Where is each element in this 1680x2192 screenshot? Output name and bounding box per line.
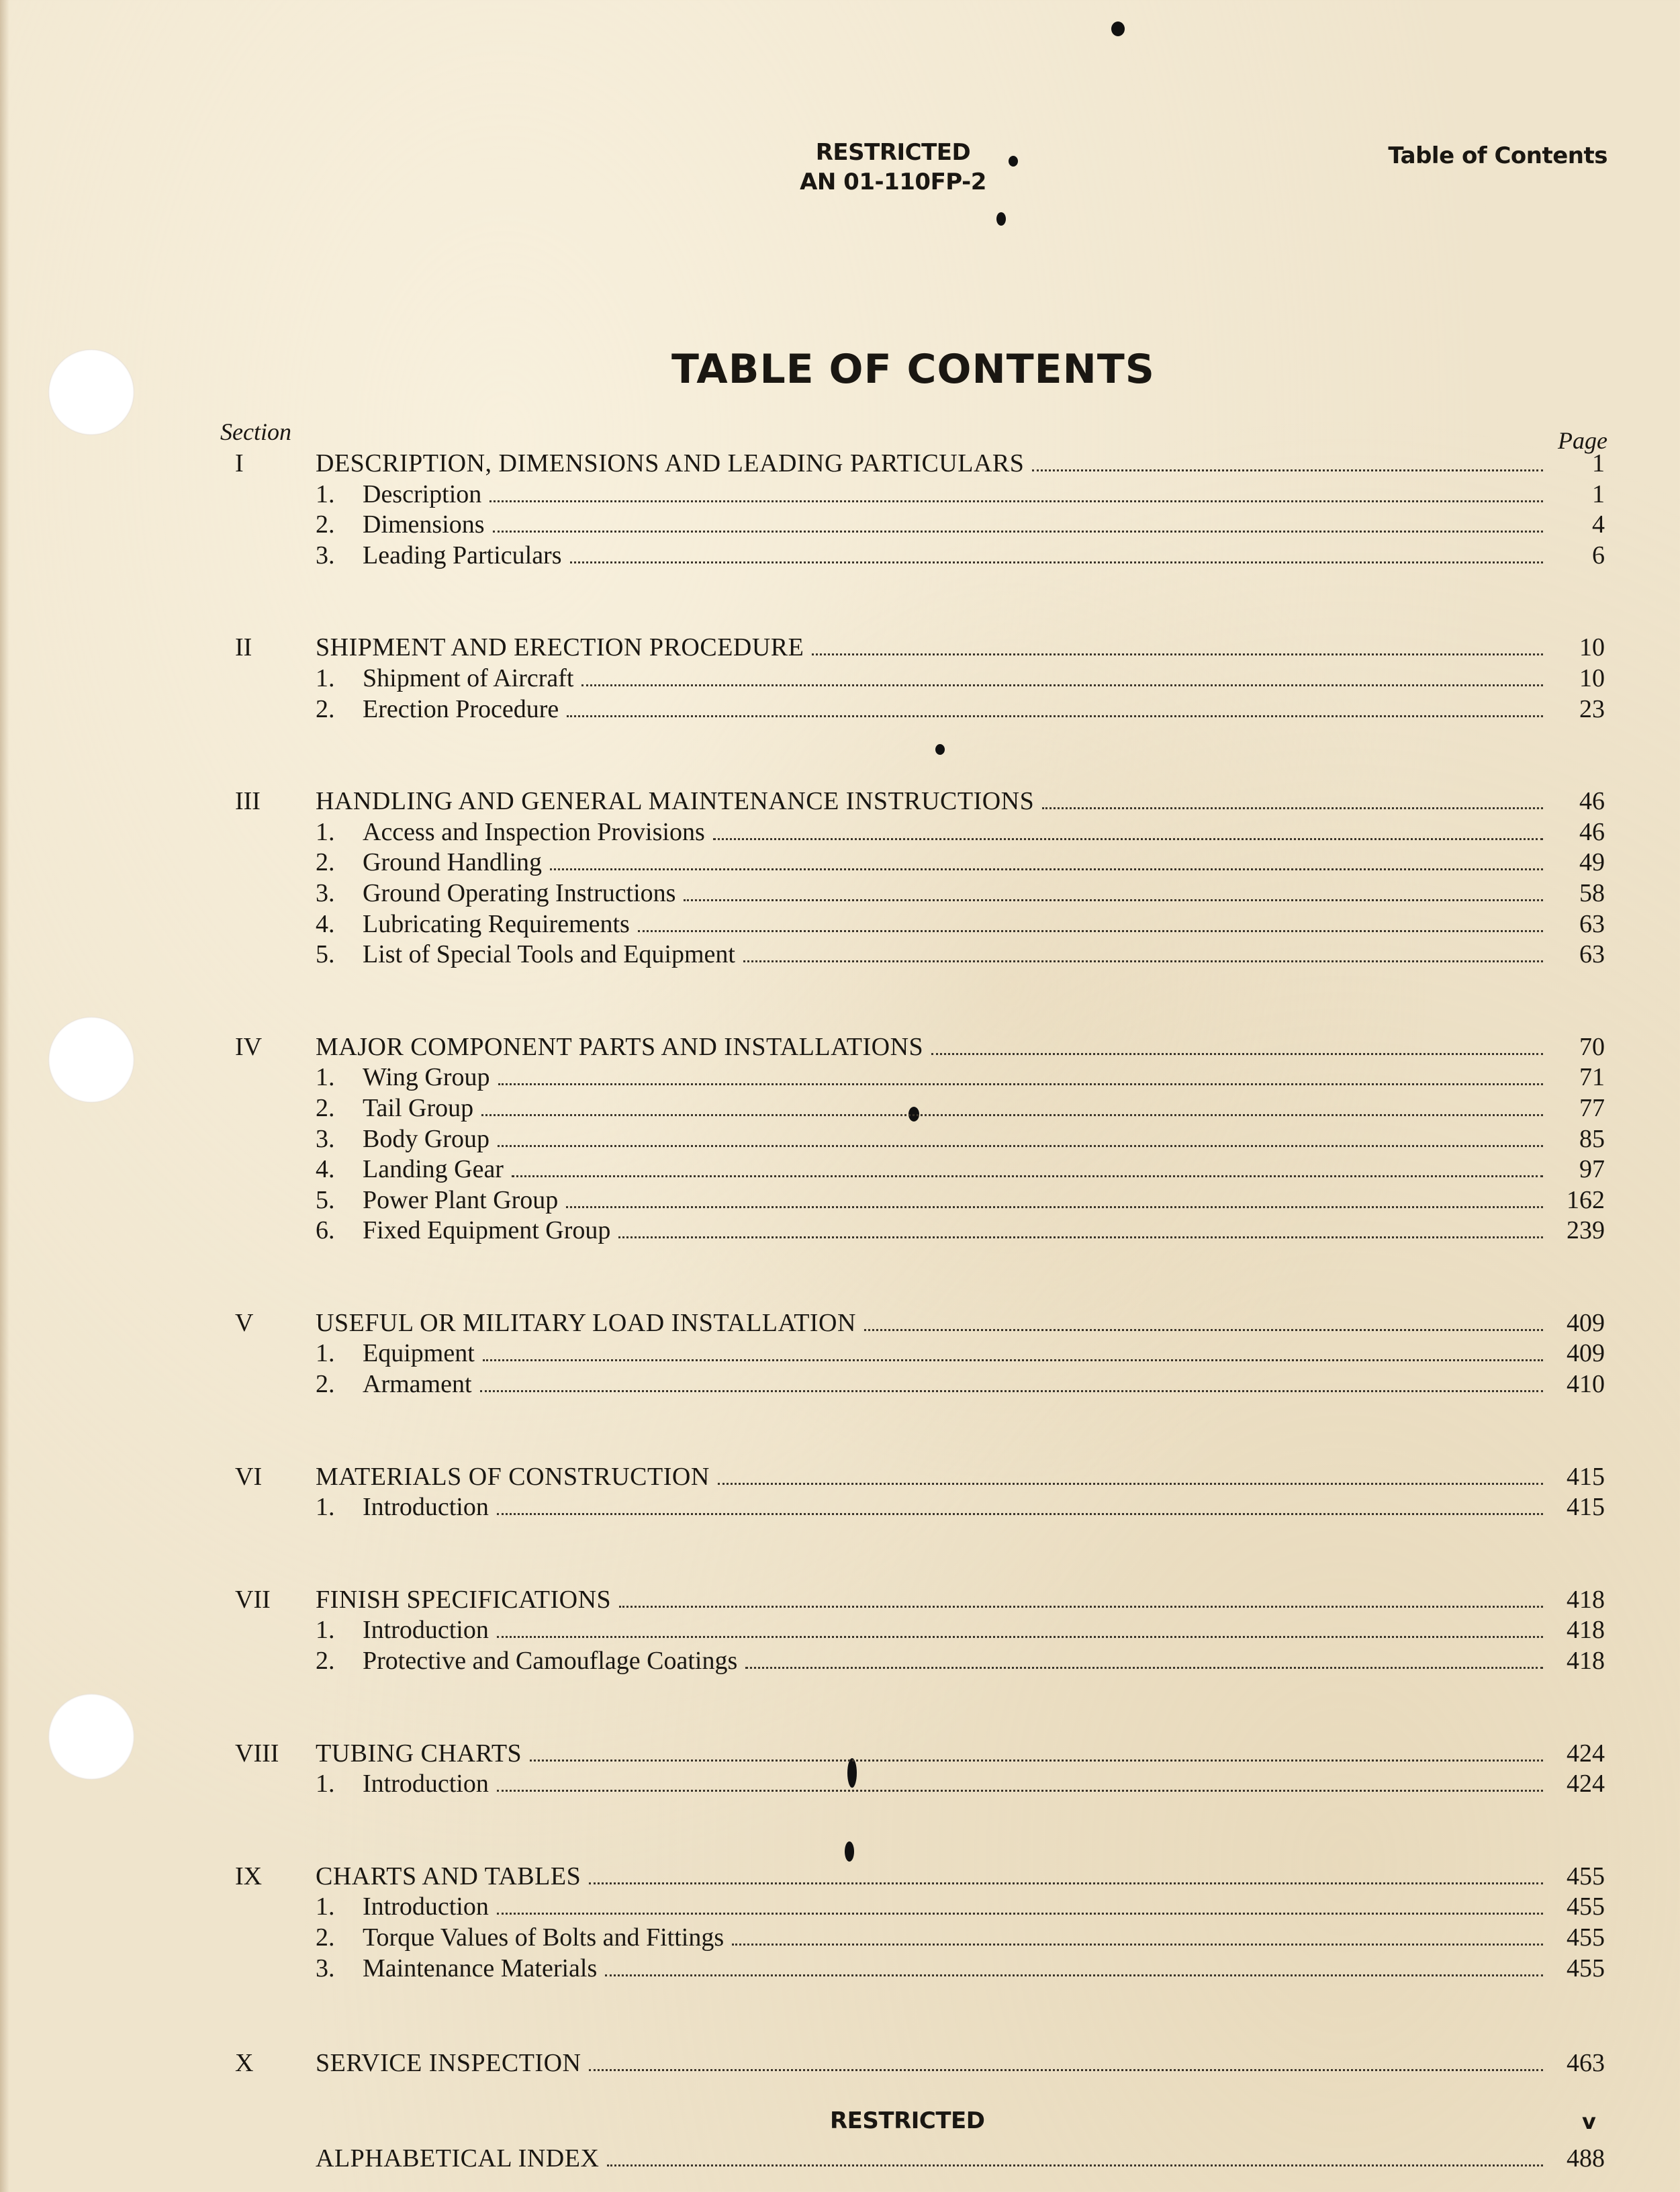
entry-label: Lubricating Requirements: [363, 909, 630, 938]
toc-entry[interactable]: [235, 1369, 1605, 1400]
entry-number: 1.: [316, 1493, 335, 1522]
dot-leader: [530, 1760, 1543, 1762]
entry-page-number: 49: [1579, 848, 1605, 877]
section-title: MATERIALS OF CONSTRUCTION: [316, 1462, 710, 1491]
entry-page-number: 162: [1567, 1185, 1605, 1214]
entry-page-number: 418: [1567, 1616, 1605, 1645]
entry-label: Protective and Camouflage Coatings: [363, 1647, 738, 1676]
toc-entry[interactable]: [235, 1492, 1605, 1523]
header-running-title: Table of Contents: [1388, 142, 1607, 169]
entry-page-number: 63: [1579, 909, 1605, 938]
dot-leader: [480, 1390, 1543, 1392]
dot-leader: [589, 2069, 1543, 2071]
entry-page-number: 97: [1579, 1155, 1605, 1184]
dot-leader: [732, 1944, 1543, 1946]
dot-leader: [550, 868, 1543, 870]
entry-page-number: 58: [1579, 878, 1605, 907]
toc-section: [235, 1862, 1605, 1984]
dot-leader: [718, 1483, 1543, 1485]
entry-page-number: 410: [1567, 1370, 1605, 1399]
entry-label: Introduction: [363, 1770, 489, 1798]
page-title: TABLE OF CONTENTS: [671, 346, 1155, 393]
section-page-number: 424: [1567, 1739, 1605, 1768]
page-header: [772, 138, 1014, 197]
entry-number: 1.: [316, 1063, 335, 1092]
entry-label: Ground Operating Instructions: [363, 878, 676, 907]
toc-entry[interactable]: [235, 878, 1605, 909]
section-page-number: 455: [1567, 1862, 1605, 1890]
dot-leader: [497, 1636, 1543, 1638]
entry-page-number: 239: [1567, 1216, 1605, 1245]
entry-label: Erection Procedure: [363, 694, 559, 723]
column-header-page: Page: [1558, 427, 1607, 454]
entry-page-number: 4: [1592, 510, 1605, 539]
footer-classification: RESTRICTED: [830, 2107, 985, 2134]
entry-page-number: 455: [1567, 1923, 1605, 1952]
toc-section: [235, 786, 1605, 970]
dot-leader: [713, 838, 1543, 840]
entry-number: 1.: [316, 1339, 335, 1368]
dot-leader: [570, 561, 1543, 563]
dot-leader: [567, 715, 1543, 717]
entry-label: Torque Values of Bolts and Fittings: [363, 1923, 725, 1952]
entry-label: Introduction: [363, 1493, 489, 1522]
dot-leader: [864, 1329, 1543, 1331]
entry-number: 5.: [316, 940, 335, 969]
toc-section: [235, 2144, 1605, 2175]
section-page-number: 46: [1579, 787, 1605, 816]
section-page-number: 463: [1567, 2049, 1605, 2078]
entry-page-number: 71: [1579, 1063, 1605, 1092]
entry-number: 2.: [316, 1923, 335, 1952]
toc-section: [235, 1585, 1605, 1677]
entry-page-number: 424: [1567, 1770, 1605, 1798]
entry-number: 6.: [316, 1216, 335, 1245]
toc-section: [235, 1308, 1605, 1400]
section-numeral: IX: [235, 1862, 263, 1890]
entry-number: 3.: [316, 1124, 335, 1153]
toc-entry[interactable]: [235, 1892, 1605, 1923]
section-spacer: [235, 1400, 1605, 1462]
entry-number: 2.: [316, 1093, 335, 1122]
section-page-number: 1: [1592, 449, 1605, 477]
punch-hole-middle: [48, 1017, 134, 1103]
section-spacer: [235, 1523, 1605, 1585]
toc-section: [235, 2048, 1605, 2079]
toc-section-heading[interactable]: [235, 633, 1605, 664]
toc-section: [235, 449, 1605, 571]
entry-number: 4.: [316, 1155, 335, 1184]
entry-page-number: 10: [1579, 664, 1605, 692]
entry-label: Access and Inspection Provisions: [363, 817, 705, 846]
section-title: ALPHABETICAL INDEX: [316, 2144, 600, 2173]
section-spacer: [235, 1984, 1605, 2048]
toc-entry[interactable]: [235, 940, 1605, 970]
dot-leader: [1032, 469, 1543, 471]
entry-page-number: 455: [1567, 1892, 1605, 1921]
dot-leader: [1042, 807, 1543, 809]
dot-leader: [497, 1513, 1543, 1515]
table-of-contents: [235, 449, 1605, 2174]
dot-leader: [812, 653, 1543, 655]
dot-leader: [581, 684, 1543, 686]
entry-label: Description: [363, 479, 482, 508]
dot-leader: [638, 930, 1543, 932]
entry-page-number: 415: [1567, 1493, 1605, 1522]
section-numeral: III: [235, 787, 261, 816]
toc-entry[interactable]: [235, 1615, 1605, 1646]
toc-entry[interactable]: [235, 1923, 1605, 1954]
section-numeral: V: [235, 1308, 254, 1337]
section-spacer: [235, 571, 1605, 633]
entry-page-number: 418: [1567, 1647, 1605, 1676]
toc-section-heading[interactable]: [235, 1585, 1605, 1616]
dot-leader: [512, 1175, 1543, 1177]
entry-number: 1.: [316, 1616, 335, 1645]
entry-number: 3.: [316, 1954, 335, 1982]
section-title: HANDLING AND GENERAL MAINTENANCE INSTRUCTIONS: [316, 787, 1035, 816]
section-page-number: 415: [1567, 1462, 1605, 1491]
page-edge-shadow: [0, 0, 9, 2192]
dot-leader: [497, 1790, 1543, 1792]
entry-label: List of Special Tools and Equipment: [363, 940, 735, 969]
dot-leader: [607, 2164, 1543, 2166]
section-title: FINISH SPECIFICATIONS: [316, 1585, 612, 1614]
toc-entry[interactable]: [235, 479, 1605, 510]
toc-section-heading[interactable]: [235, 449, 1605, 479]
section-numeral: VIII: [235, 1739, 279, 1768]
entry-page-number: 85: [1579, 1124, 1605, 1153]
toc-entry[interactable]: [235, 664, 1605, 694]
toc-section: [235, 1032, 1605, 1246]
entry-label: Ground Handling: [363, 848, 543, 877]
dot-leader: [619, 1606, 1543, 1608]
entry-label: Leading Particulars: [363, 541, 562, 569]
toc-section-heading[interactable]: [235, 1862, 1605, 1892]
dot-leader: [684, 899, 1543, 901]
entry-number: 2.: [316, 694, 335, 723]
entry-label: Introduction: [363, 1892, 489, 1921]
toc-section: [235, 1462, 1605, 1523]
dot-leader: [618, 1236, 1543, 1238]
section-spacer: [235, 1677, 1605, 1739]
toc-entry[interactable]: [235, 510, 1605, 541]
dot-leader: [605, 1974, 1543, 1976]
dot-leader: [566, 1206, 1543, 1208]
column-header-section: Section: [220, 418, 291, 445]
header-classification: RESTRICTED: [815, 139, 971, 166]
header-document-number: AN 01-110FP-2: [800, 169, 986, 195]
dot-leader: [493, 531, 1543, 533]
toc-entry[interactable]: [235, 1093, 1605, 1124]
entry-page-number: 409: [1567, 1339, 1605, 1368]
toc-entry[interactable]: [235, 817, 1605, 848]
section-title: DESCRIPTION, DIMENSIONS AND LEADING PARTICULARS: [316, 449, 1025, 477]
toc-entry[interactable]: [235, 909, 1605, 940]
entry-page-number: 77: [1579, 1093, 1605, 1122]
entry-number: 2.: [316, 510, 335, 539]
toc-section-heading[interactable]: [235, 2048, 1605, 2079]
entry-number: 1.: [316, 1770, 335, 1798]
section-title: CHARTS AND TABLES: [316, 1862, 581, 1890]
toc-section-heading[interactable]: [235, 1462, 1605, 1493]
toc-section-heading[interactable]: [235, 1308, 1605, 1339]
section-numeral: VI: [235, 1462, 263, 1491]
entry-page-number: 455: [1567, 1954, 1605, 1982]
toc-section-heading[interactable]: [235, 1032, 1605, 1063]
dot-leader: [745, 1667, 1543, 1669]
dot-leader: [498, 1145, 1543, 1147]
entry-number: 1.: [316, 479, 335, 508]
dot-leader: [589, 1882, 1543, 1884]
entry-label: Power Plant Group: [363, 1185, 559, 1214]
toc-entry[interactable]: [235, 1062, 1605, 1093]
entry-number: 2.: [316, 848, 335, 877]
section-numeral: VII: [235, 1585, 271, 1614]
section-spacer: [235, 1800, 1605, 1862]
section-page-number: 70: [1579, 1032, 1605, 1061]
toc-entry[interactable]: [235, 1646, 1605, 1677]
toc-section-heading[interactable]: [235, 786, 1605, 817]
toc-section: [235, 1739, 1605, 1800]
punch-hole-bottom: [48, 1694, 134, 1780]
section-page-number: 418: [1567, 1585, 1605, 1614]
entry-label: Body Group: [363, 1124, 489, 1153]
entry-number: 5.: [316, 1185, 335, 1214]
entry-page-number: 63: [1579, 940, 1605, 969]
footer-page-number: v: [1582, 2109, 1596, 2134]
entry-label: Armament: [363, 1370, 472, 1399]
entry-page-number: 6: [1592, 541, 1605, 569]
toc-entry[interactable]: [235, 694, 1605, 725]
entry-number: 2.: [316, 1370, 335, 1399]
section-title: TUBING CHARTS: [316, 1739, 522, 1768]
entry-page-number: 1: [1592, 479, 1605, 508]
section-spacer: [235, 1246, 1605, 1308]
entry-label: Introduction: [363, 1616, 489, 1645]
section-page-number: 10: [1579, 633, 1605, 662]
toc-entry[interactable]: [235, 1154, 1605, 1185]
section-numeral: X: [235, 2049, 254, 2078]
toc-entry[interactable]: [235, 1124, 1605, 1155]
entry-label: Dimensions: [363, 510, 485, 539]
entry-number: 2.: [316, 1647, 335, 1676]
entry-number: 1.: [316, 817, 335, 846]
section-title: SHIPMENT AND ERECTION PROCEDURE: [316, 633, 804, 662]
entry-label: Equipment: [363, 1339, 475, 1368]
dot-leader: [483, 1359, 1543, 1361]
binding-dot-mark: [996, 212, 1006, 226]
section-title: MAJOR COMPONENT PARTS AND INSTALLATIONS: [316, 1032, 924, 1061]
entry-number: 3.: [316, 541, 335, 569]
section-numeral: II: [235, 633, 252, 662]
section-spacer: [235, 970, 1605, 1032]
toc-entry[interactable]: [235, 1216, 1605, 1246]
dot-leader: [497, 1913, 1543, 1915]
section-numeral: IV: [235, 1032, 263, 1061]
toc-section-heading[interactable]: [235, 1739, 1605, 1770]
dot-leader: [931, 1053, 1543, 1055]
toc-entry[interactable]: [235, 1185, 1605, 1216]
toc-entry[interactable]: [235, 848, 1605, 878]
toc-entry[interactable]: [235, 1769, 1605, 1800]
section-title: SERVICE INSPECTION: [316, 2049, 581, 2078]
section-page-number: 488: [1567, 2144, 1605, 2173]
dot-leader: [481, 1114, 1543, 1116]
binding-dot-mark: [1111, 21, 1125, 36]
entry-page-number: 46: [1579, 817, 1605, 846]
entry-label: Shipment of Aircraft: [363, 664, 574, 692]
entry-number: 4.: [316, 909, 335, 938]
section-title: USEFUL OR MILITARY LOAD INSTALLATION: [316, 1308, 856, 1337]
section-numeral: I: [235, 449, 244, 477]
entry-page-number: 23: [1579, 694, 1605, 723]
entry-number: 3.: [316, 878, 335, 907]
entry-label: Landing Gear: [363, 1155, 504, 1184]
entry-number: 1.: [316, 1892, 335, 1921]
dot-leader: [498, 1083, 1544, 1085]
entry-label: Maintenance Materials: [363, 1954, 598, 1982]
dot-leader: [743, 960, 1543, 962]
toc-entry[interactable]: [235, 1338, 1605, 1369]
section-page-number: 409: [1567, 1308, 1605, 1337]
toc-section-heading[interactable]: [235, 2144, 1605, 2175]
entry-label: Fixed Equipment Group: [363, 1216, 611, 1245]
dot-leader: [489, 500, 1543, 502]
toc-section: [235, 633, 1605, 725]
section-spacer: [235, 725, 1605, 786]
entry-label: Tail Group: [363, 1093, 474, 1122]
entry-label: Wing Group: [363, 1063, 490, 1092]
toc-entry[interactable]: [235, 541, 1605, 572]
entry-number: 1.: [316, 664, 335, 692]
toc-entry[interactable]: [235, 1954, 1605, 1984]
